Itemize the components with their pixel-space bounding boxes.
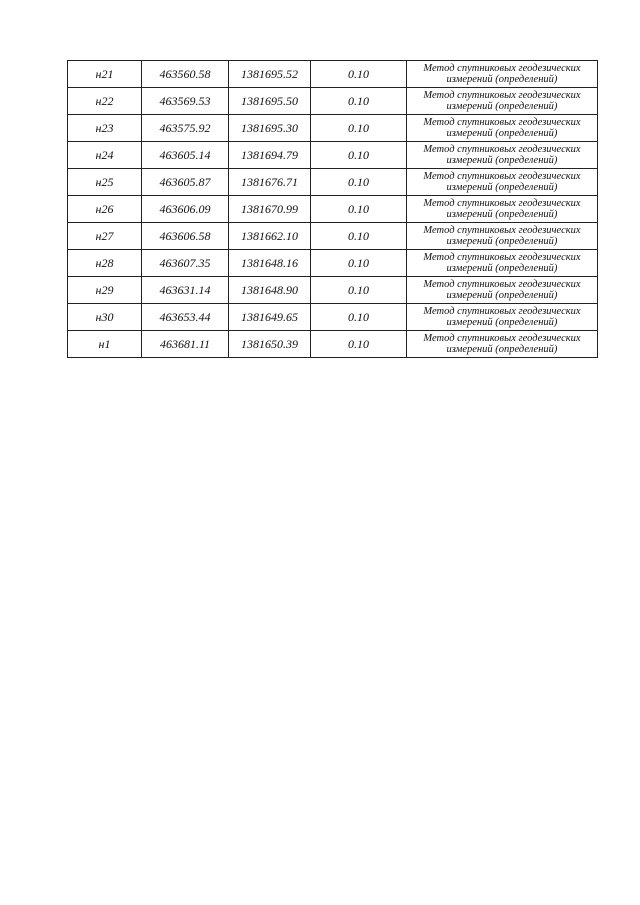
- y-coordinate-cell: 1381695.52: [229, 61, 311, 88]
- table-row: [68, 223, 598, 250]
- x-coordinate-cell: 463606.58: [142, 223, 229, 250]
- table-row: [68, 277, 598, 304]
- method-line-1: Метод спутниковых геодезических: [423, 306, 581, 317]
- point-cell: н29: [68, 277, 142, 304]
- x-coordinate-cell: 463607.35: [142, 250, 229, 277]
- table-row: [68, 169, 598, 196]
- method-cell: [407, 196, 598, 223]
- accuracy-cell: 0.10: [311, 331, 407, 358]
- y-coordinate-cell: 1381650.39: [229, 331, 311, 358]
- point-cell: н22: [68, 88, 142, 115]
- x-coordinate-cell: 463560.58: [142, 61, 229, 88]
- y-coordinate-cell: 1381694.79: [229, 142, 311, 169]
- coordinates-table-body: [68, 61, 598, 358]
- point-cell: н23: [68, 115, 142, 142]
- y-coordinate-cell: 1381648.16: [229, 250, 311, 277]
- method-line-1: Метод спутниковых геодезических: [423, 63, 581, 74]
- method-line-2: измерений (определений): [446, 128, 558, 139]
- method-cell: [407, 88, 598, 115]
- table-row: [68, 142, 598, 169]
- method-cell: [407, 277, 598, 304]
- table-row: [68, 250, 598, 277]
- x-coordinate-cell: 463631.14: [142, 277, 229, 304]
- method-cell: [407, 304, 598, 331]
- y-coordinate-cell: 1381695.50: [229, 88, 311, 115]
- accuracy-cell: 0.10: [311, 142, 407, 169]
- point-cell: н25: [68, 169, 142, 196]
- x-coordinate-cell: 463605.87: [142, 169, 229, 196]
- x-coordinate-cell: 463681.11: [142, 331, 229, 358]
- accuracy-cell: 0.10: [311, 304, 407, 331]
- method-line-2: измерений (определений): [446, 182, 558, 193]
- method-line-1: Метод спутниковых геодезических: [423, 90, 581, 101]
- x-coordinate-cell: 463653.44: [142, 304, 229, 331]
- method-cell: [407, 169, 598, 196]
- table-row: [68, 61, 598, 88]
- method-line-2: измерений (определений): [446, 101, 558, 112]
- accuracy-cell: 0.10: [311, 223, 407, 250]
- accuracy-cell: 0.10: [311, 61, 407, 88]
- point-cell: н28: [68, 250, 142, 277]
- y-coordinate-cell: 1381649.65: [229, 304, 311, 331]
- accuracy-cell: 0.10: [311, 88, 407, 115]
- method-line-2: измерений (определений): [446, 74, 558, 85]
- point-cell: н27: [68, 223, 142, 250]
- method-cell: [407, 250, 598, 277]
- point-cell: н24: [68, 142, 142, 169]
- method-line-2: измерений (определений): [446, 236, 558, 247]
- accuracy-cell: 0.10: [311, 250, 407, 277]
- point-cell: н21: [68, 61, 142, 88]
- method-line-2: измерений (определений): [446, 155, 558, 166]
- x-coordinate-cell: 463605.14: [142, 142, 229, 169]
- table-row: [68, 304, 598, 331]
- method-line-1: Метод спутниковых геодезических: [423, 117, 581, 128]
- point-cell: н26: [68, 196, 142, 223]
- accuracy-cell: 0.10: [311, 277, 407, 304]
- method-line-2: измерений (определений): [446, 263, 558, 274]
- method-line-2: измерений (определений): [446, 290, 558, 301]
- y-coordinate-cell: 1381670.99: [229, 196, 311, 223]
- method-cell: [407, 142, 598, 169]
- x-coordinate-cell: 463606.09: [142, 196, 229, 223]
- y-coordinate-cell: 1381648.90: [229, 277, 311, 304]
- method-line-1: Метод спутниковых геодезических: [423, 279, 581, 290]
- method-line-1: Метод спутниковых геодезических: [423, 252, 581, 263]
- method-line-2: измерений (определений): [446, 344, 558, 355]
- point-cell: н1: [68, 331, 142, 358]
- x-coordinate-cell: 463569.53: [142, 88, 229, 115]
- method-cell: [407, 61, 598, 88]
- y-coordinate-cell: 1381662.10: [229, 223, 311, 250]
- table-row: [68, 88, 598, 115]
- y-coordinate-cell: 1381695.30: [229, 115, 311, 142]
- coordinates-table: [67, 60, 598, 358]
- method-line-1: Метод спутниковых геодезических: [423, 198, 581, 209]
- method-cell: [407, 331, 598, 358]
- x-coordinate-cell: 463575.92: [142, 115, 229, 142]
- accuracy-cell: 0.10: [311, 196, 407, 223]
- method-line-1: Метод спутниковых геодезических: [423, 333, 581, 344]
- method-line-1: Метод спутниковых геодезических: [423, 144, 581, 155]
- table-row: [68, 115, 598, 142]
- method-line-1: Метод спутниковых геодезических: [423, 225, 581, 236]
- method-line-2: измерений (определений): [446, 317, 558, 328]
- accuracy-cell: 0.10: [311, 169, 407, 196]
- y-coordinate-cell: 1381676.71: [229, 169, 311, 196]
- method-cell: [407, 115, 598, 142]
- method-line-2: измерений (определений): [446, 209, 558, 220]
- accuracy-cell: 0.10: [311, 115, 407, 142]
- table-row: [68, 196, 598, 223]
- method-cell: [407, 223, 598, 250]
- point-cell: н30: [68, 304, 142, 331]
- table-row: [68, 331, 598, 358]
- method-line-1: Метод спутниковых геодезических: [423, 171, 581, 182]
